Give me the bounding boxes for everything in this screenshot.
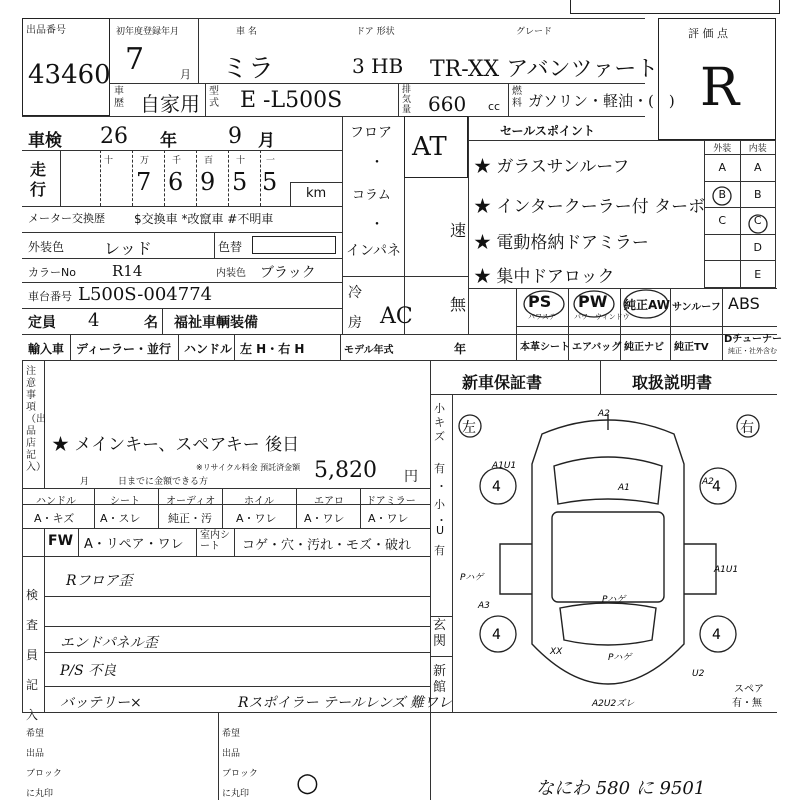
meter-options: $交換車 *改竄車 #不明車 <box>134 212 274 226</box>
capacity-value: 4 <box>88 310 100 331</box>
model-label: 型式 <box>209 86 219 109</box>
sales-point: ★ インタークーラー付 ターボ <box>474 197 706 217</box>
side-has: 有 <box>434 462 445 475</box>
equip-tuner-sub: 純正・社外含む <box>728 347 777 355</box>
ac-value: AC <box>380 304 413 329</box>
ac-speed: 速 <box>450 221 467 240</box>
damage-mark: U2 <box>692 669 705 679</box>
inspection-year-unit: 年 <box>160 131 177 151</box>
notes-text: ★ メインキー、スペアキー 後日 <box>52 435 300 455</box>
color-change-box <box>252 236 336 254</box>
recycle-note: ※リサイクル料金 預託済金額 <box>196 463 301 472</box>
grade-int-header: 内装 <box>740 141 776 155</box>
shift-floor: フロア <box>350 125 392 141</box>
inspection-year: 26 <box>100 124 128 149</box>
import-model-year: モデル年式 <box>344 345 394 356</box>
displacement-unit: cc <box>488 100 501 113</box>
import-dealer: ディーラー・並行 <box>76 342 172 356</box>
odo-digit: 5 <box>232 168 248 196</box>
chassis-label: 車台番号 <box>28 290 72 303</box>
odo-header-1k: 千 <box>172 156 182 166</box>
inspector-line: P/S 不良 <box>60 663 117 679</box>
damage-mark: Pハゲ <box>608 653 632 663</box>
reg-label: 初年度登録年月 <box>116 27 180 37</box>
fuel-label: 燃料 <box>512 86 522 109</box>
sales-point: ★ 電動格納ドアミラー <box>474 233 649 253</box>
damage-mark: Pハゲ <box>460 573 484 583</box>
ac-none: 無 <box>450 295 467 314</box>
welfare-label: 福祉車輌装備 <box>174 315 258 331</box>
side-small: 小 <box>434 498 445 511</box>
grade-cell: B <box>740 181 776 208</box>
grade-value: TR-XX アバンツァート <box>430 57 659 82</box>
odo-header-10: 十 <box>236 156 246 166</box>
footer-wish: 希望 <box>26 729 45 739</box>
shift-column: コラム <box>352 188 391 203</box>
inspection-month-unit: 月 <box>258 131 275 151</box>
doc-manual: 取扱説明書 <box>632 373 713 392</box>
rating-value: R <box>700 58 740 118</box>
meter-label: メーター交換歴 <box>28 212 105 225</box>
spare-label: スペア <box>734 684 764 695</box>
parts-header: ドアミラー <box>366 496 416 507</box>
import-handle-value: 左 H・右 H <box>240 342 305 356</box>
inspection-month: 9 <box>228 124 242 149</box>
grade-circle-ext <box>713 187 731 205</box>
wheel-mark: 4 <box>492 479 501 495</box>
parts-header: ハンドル <box>36 496 76 507</box>
usage-label: 車歴 <box>114 86 124 109</box>
lot-number: 43460 <box>28 60 111 90</box>
parts-value: A・スレ <box>100 512 141 525</box>
grade-cell: D <box>740 234 776 261</box>
parts-value: A・ワレ <box>304 512 345 525</box>
odo-header-100: 百 <box>204 156 214 166</box>
int-color-value: ブラック <box>260 265 316 281</box>
license-plate: なにわ 580 に 9501 <box>536 778 706 799</box>
car-diagram <box>452 394 777 712</box>
odo-digit: 5 <box>262 168 278 196</box>
interior-seat-value: コゲ・穴・汚れ・モズ・破れ <box>242 538 412 553</box>
doc-warranty: 新車保証書 <box>462 373 543 392</box>
ac-cool: 冷 <box>348 285 362 301</box>
color-code-label: カラーNo <box>28 266 76 279</box>
damage-mark: A2 <box>598 409 610 419</box>
footer-out: 出品 <box>26 749 45 759</box>
equip-sunroof: サンルーフ <box>672 302 721 313</box>
grade-cell: A <box>705 155 741 182</box>
parts-value: A・ワレ <box>368 512 409 525</box>
shift-panel: インパネ <box>346 243 402 259</box>
grade-cell: C <box>705 208 741 235</box>
inspector-label: 検査員記入 <box>26 588 39 722</box>
capacity-label: 定員 <box>28 315 56 331</box>
equip-navi: 純正ナビ <box>624 342 664 353</box>
footer-mark: に丸印 <box>26 789 54 799</box>
equip-pw: PW <box>578 292 608 311</box>
odometer <box>60 150 340 206</box>
odo-digit: 7 <box>136 168 152 196</box>
equip-aw: 純正AW <box>624 298 670 312</box>
diagram-left-label: 左 <box>462 420 476 436</box>
side-scratch: 小キズ <box>434 402 445 443</box>
interior-seat-label: 室内シート <box>200 530 230 552</box>
inspector-line: エンドパネル歪 <box>60 635 158 651</box>
damage-mark: A3 <box>478 601 490 611</box>
wheels <box>480 468 739 652</box>
notes-label: 注意事項（出品店記入） <box>26 366 46 473</box>
lot-label: 出品番号 <box>26 25 66 36</box>
usage-value: 自家用 <box>140 92 200 116</box>
odo-unit: km <box>306 186 327 201</box>
import-handle-label: ハンドル <box>184 342 233 356</box>
inspector-extra: Rスポイラー テールレンズ 難ワレ <box>238 695 453 711</box>
ac-heat: 房 <box>348 315 362 331</box>
shift-type: AT <box>412 132 447 162</box>
wheel-mark: 4 <box>712 627 721 643</box>
odo-digit: 9 <box>200 168 216 196</box>
footer-block-2: ブロック <box>222 769 258 779</box>
footer-mark-2: に丸印 <box>222 789 250 799</box>
displacement-value: 660 <box>428 92 467 116</box>
car-name: ミラ <box>222 54 275 84</box>
damage-mark: XX <box>550 647 563 657</box>
recycle-text: 日までに金額できる方 <box>118 477 209 487</box>
capacity-unit: 名 <box>144 315 158 331</box>
side-entrance: 玄関 <box>433 618 447 649</box>
footer-circle: ○ <box>296 768 319 798</box>
equip-circle-pw <box>574 291 614 317</box>
parts-value: A・ワレ <box>236 512 277 525</box>
car-outline <box>500 414 716 684</box>
rating-label: 評 価 点 <box>688 27 728 40</box>
equip-circle-aw <box>624 290 668 318</box>
equip-circles <box>516 288 676 328</box>
fw-label: FW <box>48 533 74 549</box>
odo-header-10k: 万 <box>140 156 150 166</box>
recycle-yen: 円 <box>404 469 418 485</box>
inspection-label: 車検 <box>28 131 62 151</box>
inspector-line: バッテリー× <box>60 695 142 711</box>
grade-ext-header: 外装 <box>705 141 741 155</box>
sales-point: ★ ガラスサンルーフ <box>474 157 630 177</box>
sales-title: セールスポイント <box>500 124 595 138</box>
color-change-label: 色替 <box>218 240 243 254</box>
wheel-mark: 4 <box>492 627 501 643</box>
int-color-label: 内装色 <box>216 268 246 279</box>
reg-month-unit: 月 <box>180 68 191 81</box>
footer-out-2: 出品 <box>222 749 241 759</box>
damage-mark: Pハゲ <box>602 595 626 605</box>
sales-point: ★ 集中ドアロック <box>474 267 615 287</box>
equip-circle-ps <box>524 291 564 317</box>
grade-cell-selected: C <box>740 208 776 235</box>
inspector-line: Rフロア歪 <box>66 573 133 589</box>
equip-ps-sub: パワステ <box>528 313 556 321</box>
parts-header: シート <box>110 496 140 507</box>
parts-header: オーディオ <box>166 496 216 507</box>
import-year-unit: 年 <box>454 342 467 356</box>
side-u: U <box>436 524 445 537</box>
side-has-2: 有 <box>434 544 445 557</box>
equip-abs: ABS <box>728 294 760 313</box>
recycle-month: 月 <box>80 477 90 487</box>
displacement-label: 排気量 <box>402 85 412 115</box>
side-new-hall: 新館 <box>433 664 447 695</box>
spare-value: 有・無 <box>732 698 762 709</box>
grade-cell-selected: B <box>705 181 741 208</box>
parts-header: ホイル <box>244 496 274 507</box>
sales-point-text: 集中ドアロック <box>496 267 615 287</box>
damage-mark: A2 <box>702 477 714 487</box>
equip-ps: PS <box>528 292 552 311</box>
import-label: 輸入車 <box>28 342 65 356</box>
grade-cell: E <box>740 261 776 288</box>
footer-block: ブロック <box>26 769 62 779</box>
damage-mark: A1 <box>618 483 630 493</box>
sales-point-text: インタークーラー付 ターボ <box>496 197 706 217</box>
sales-point-text: 電動格納ドアミラー <box>496 233 649 253</box>
ext-color-label: 外装色 <box>28 240 65 254</box>
fw-value: A・リペア・ワレ <box>84 537 184 552</box>
name-label: 車 名 <box>236 27 257 37</box>
color-code-value: R14 <box>112 262 143 280</box>
footer-wish-2: 希望 <box>222 729 241 739</box>
grade-circles <box>704 140 776 288</box>
odo-digit: 6 <box>168 168 184 196</box>
damage-marks <box>460 409 738 709</box>
model-value: E -L500S <box>240 88 343 113</box>
recycle-amount: 5,820 <box>314 458 377 483</box>
door-label: ドア 形状 <box>356 27 395 37</box>
wheel-mark: 4 <box>712 479 721 495</box>
chassis-value: L500S-004774 <box>78 284 213 305</box>
parts-value: 純正・汚 <box>168 512 212 525</box>
grade-label: グレード <box>516 27 553 37</box>
damage-mark: A1U1 <box>714 565 739 575</box>
diagram-right-label: 右 <box>740 420 754 436</box>
mileage-label: 走行 <box>30 160 47 199</box>
reg-month: 7 <box>125 42 145 77</box>
equip-airbag: エアバッグ <box>572 342 622 353</box>
fuel-value: ガソリン・軽油・( ) <box>528 92 675 110</box>
odo-header-100k: 十 <box>104 156 114 166</box>
equip-pw-sub: パワーウィンドウ <box>574 313 630 321</box>
damage-mark: A1U1 <box>492 461 517 471</box>
ext-color-value: レッド <box>104 239 152 258</box>
parts-header: エアロ <box>314 496 344 507</box>
equip-tv: 純正TV <box>674 342 709 353</box>
equip-tuner: Dチューナー <box>724 334 783 345</box>
odo-header-1: 一 <box>266 156 276 166</box>
damage-mark: A2U2ズレ <box>592 699 635 709</box>
equip-leather: 本革シート <box>520 342 570 353</box>
grade-circle-int <box>749 215 767 233</box>
grade-cell: A <box>740 155 776 182</box>
door-value: 3 HB <box>352 54 404 78</box>
parts-value: A・キズ <box>34 512 75 525</box>
sales-point-text: ガラスサンルーフ <box>496 157 630 177</box>
